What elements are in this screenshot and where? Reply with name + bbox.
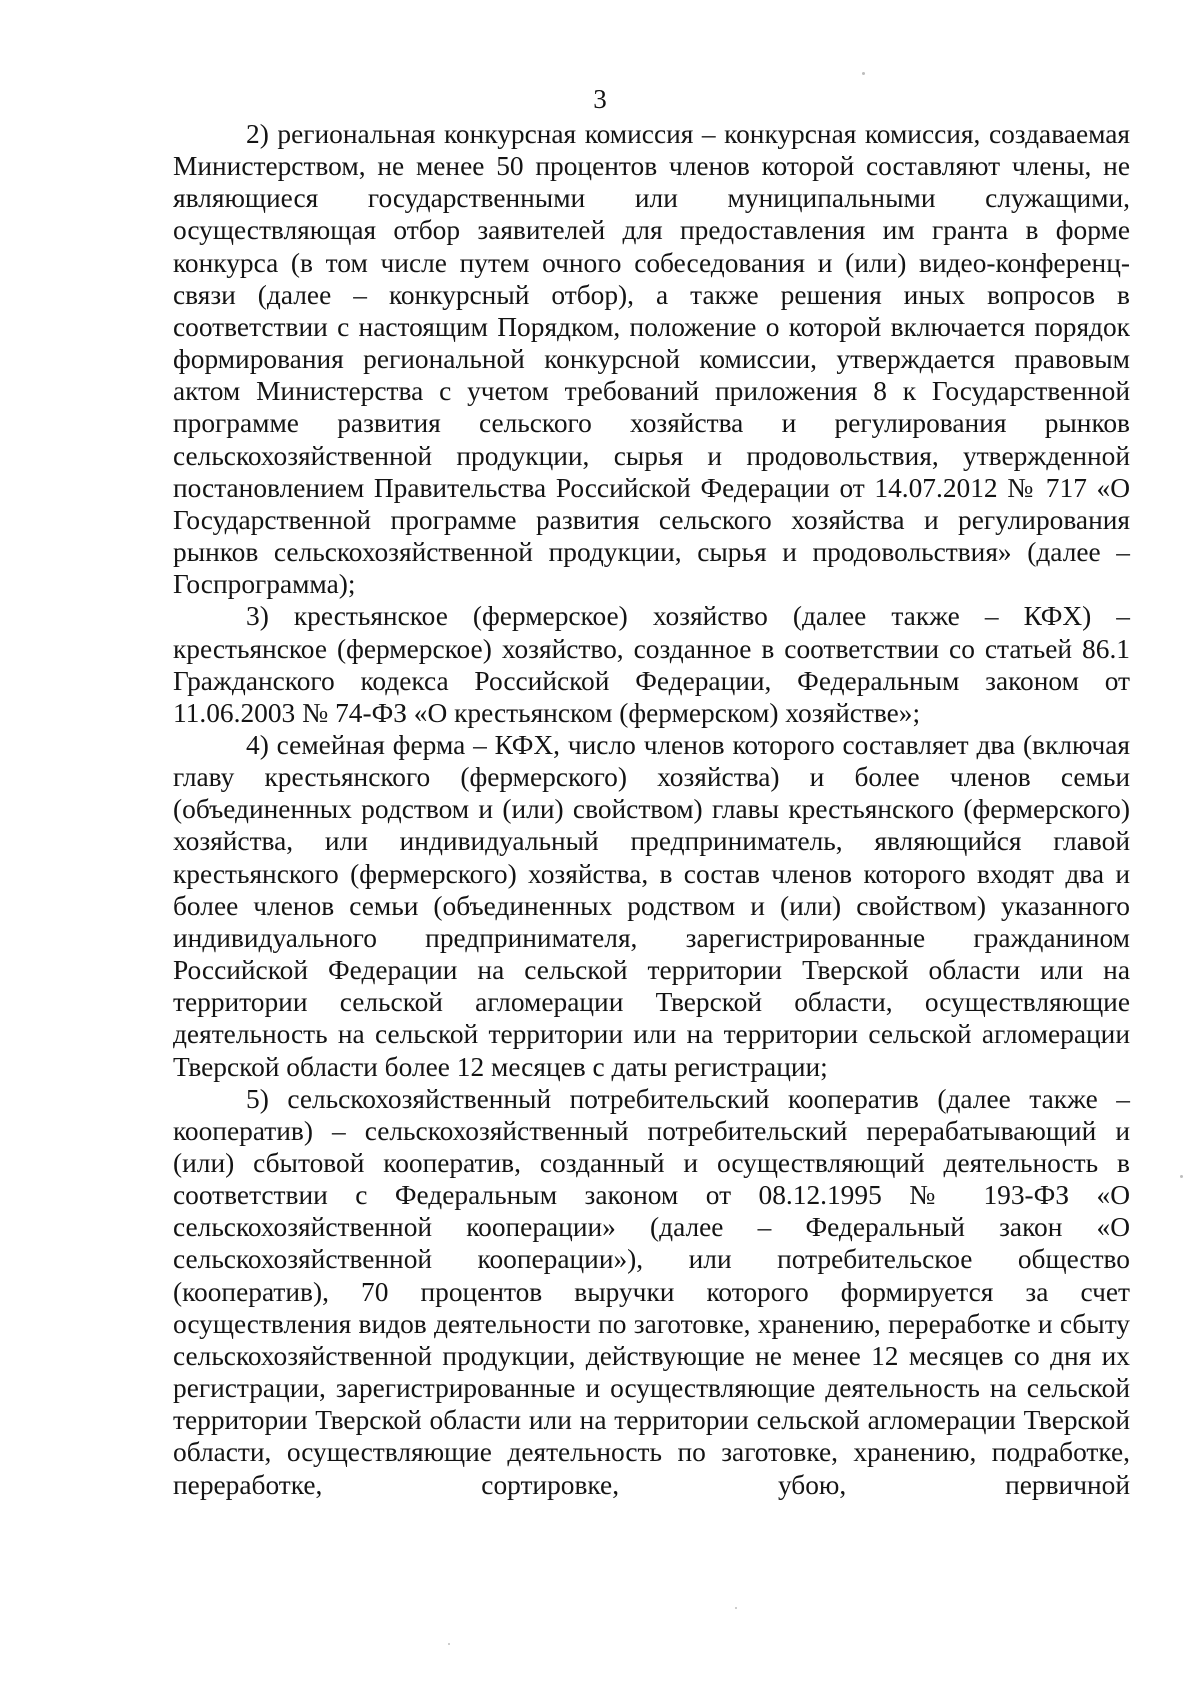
paragraph-5-cooperative: 5) сельскохозяйственный потребительский кооператив (далее также – кооператив) – сельскохозяйственный потребительский перерабатывающий и (или) сбытовой кооператив, созданный и осуществляющий деятельность в соответствии с Федеральным законом от 08.12.1995 № 193-ФЗ «О сельскохозяйственной кооперации» (далее – Федеральный закон «О сельскохозяйственной кооперации»), или потребительское общество (кооператив), 70 процентов выручки которого формируется за счет осуществления видов деятельности по заготовке, хранению, переработке и сбыту сельскохозяйственной продукции, действующие не менее 12 месяцев со дня их регистрации, зарегистрированные и осуществляющие деятельность на сельской территории Тверской области или на территории сельской агломерации Тверской области, осуществляющие деятельность по заготовке, хранению, подработке, переработке, сортировке, убою, первичной — [173, 1083, 1130, 1500]
scan-speck — [735, 1607, 737, 1609]
scan-speck — [448, 1643, 450, 1645]
paragraph-4-family-farm: 4) семейная ферма – КФХ, число членов которого составляет два (включая главу крестьянского (фермерского) хозяйства) и более членов семьи (объединенных родством и (или) свойством) главы крестьянского (фермерского) хозяйства, или индивидуальный предприниматель, являющийся главой крестьянского (фермерского) хозяйства, в состав членов которого входят два и более членов семьи (объединенных родством и (или) свойством) указанного индивидуального предпринимателя, зарегистрированные гражданином Российской Федерации на сельской территории Тверской области или на территории сельской агломерации Тверской области, осуществляющие деятельность на сельской территории или на территории сельской агломерации Тверской области более 12 месяцев с даты регистрации; — [173, 729, 1130, 1082]
document-body — [173, 118, 1130, 1501]
scan-speck — [862, 72, 865, 75]
paragraph-3-kfh: 3) крестьянское (фермерское) хозяйство (далее также – КФХ) – крестьянское (фермерское) хозяйство, созданное в соответствии со статьей 86.1 Гражданского кодекса Российской Федерации, Федеральным законом от 11.06.2003 № 74-ФЗ «О крестьянском (фермерском) хозяйстве»; — [173, 601, 1130, 728]
page-number: 3 — [593, 84, 607, 114]
scan-speck — [1180, 1175, 1183, 1178]
paragraph-2-regional-commission: 2) региональная конкурсная комиссия – конкурсная комиссия, создаваемая Министерством, не менее 50 процентов членов которой составляют члены, не являющиеся государственными или муниципальными служащими, осуществляющая отбор заявителей для предоставления им гранта в форме конкурса (в том числе путем очного собеседования и (или) видео-конференц-связи (далее – конкурсный отбор), а также решения иных вопросов в соответствии с настоящим Порядком, положение о которой включается порядок формирования региональной конкурсной комиссии, утверждается правовым актом Министерства с учетом требований приложения 8 к Государственной программе развития сельского хозяйства и регулирования рынков сельскохозяйственной продукции, сырья и продовольствия, утвержденной постановлением Правительства Российской Федерации от 14.07.2012 № 717 «О Государственной программе развития сельского хозяйства и регулирования рынков сельскохозяйственной продукции, сырья и продовольствия» (далее – Госпрограмма); — [173, 119, 1130, 600]
